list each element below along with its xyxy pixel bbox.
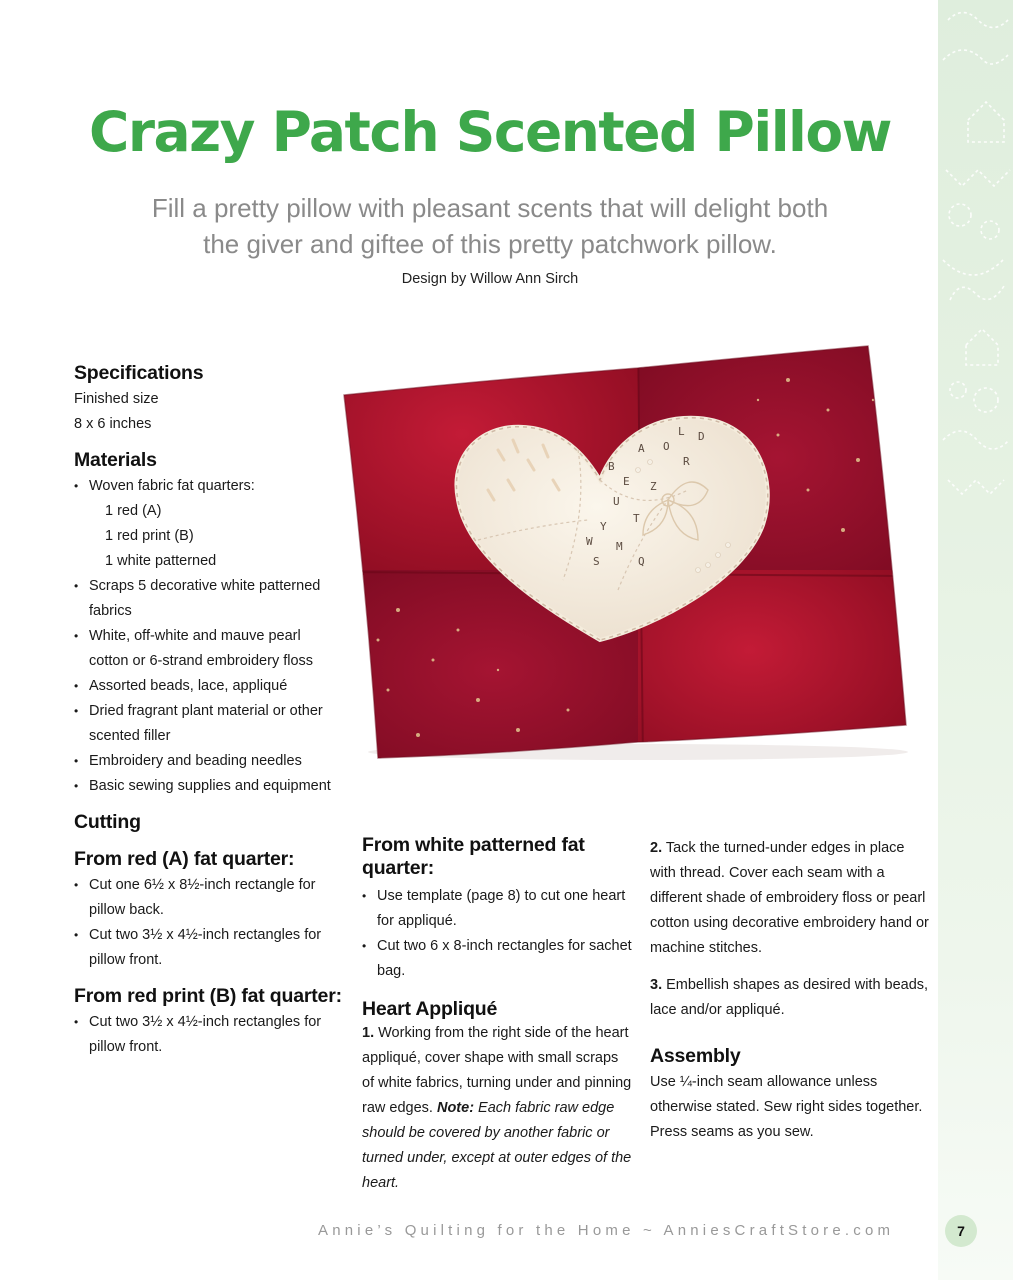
materials-list xyxy=(74,474,344,799)
spec-line: 8 x 6 inches xyxy=(74,416,152,432)
cutting-red-a-list xyxy=(74,873,344,973)
photo-letter: Z xyxy=(650,480,657,493)
photo-letter: Q xyxy=(638,555,645,568)
cutting-red-a-heading: From red (A) fat quarter: xyxy=(74,848,295,870)
photo-letter: B xyxy=(608,460,615,473)
list-item: • Assorted beads, lace, appliqué xyxy=(74,674,344,699)
page-number: 7 xyxy=(945,1215,977,1247)
list-item: • Cut two 3½ x 4½-inch rectangles for pillow front. xyxy=(74,1010,344,1060)
heart-applique-step-2 xyxy=(650,836,930,961)
step-text: Tack the turned-under edges in place with thread. Cover each seam with a different shade of embroidery floss or pearl cotton using decorative embroidery hand or machine stitches. xyxy=(650,840,929,956)
pillow-photo xyxy=(338,340,913,760)
specifications-heading: Specifications xyxy=(74,362,204,384)
cutting-red-b-list xyxy=(74,1010,344,1060)
list-item: • Woven fabric fat quarters: xyxy=(74,474,344,499)
photo-letter: L xyxy=(678,425,685,438)
column-middle xyxy=(362,834,632,1196)
list-item: • Basic sewing supplies and equipment xyxy=(74,774,344,799)
subtitle xyxy=(90,190,890,262)
step-number: 1. xyxy=(362,1025,375,1041)
materials-heading: Materials xyxy=(74,449,157,471)
photo-letter: Y xyxy=(600,520,607,533)
photo-letter: D xyxy=(698,430,705,443)
assembly-text: Use ¼-inch seam allowance unless otherwise stated. Sew right sides together. Press seams as you sew. xyxy=(650,1074,923,1140)
subtitle-line-2: the giver and giftee of this pretty patchwork pillow. xyxy=(203,229,777,259)
note-text: Each fabric raw edge should be covered by another fabric or turned under, except at outer edges of the heart. xyxy=(362,1100,632,1191)
list-item: 1 red print (B) xyxy=(105,528,194,544)
list-item: • Use template (page 8) to cut one heart for appliqué. xyxy=(362,884,632,934)
step-text: Embellish shapes as desired with beads, lace and/or appliqué. xyxy=(650,977,929,1018)
subtitle-line-1: Fill a pretty pillow with pleasant scents that will delight both xyxy=(151,193,829,223)
cutting-heading: Cutting xyxy=(74,811,141,833)
spec-line: Finished size xyxy=(74,391,159,407)
decorative-side-band xyxy=(938,0,1013,1280)
step-number: 2. xyxy=(650,840,663,856)
list-item: 1 red (A) xyxy=(105,503,162,519)
designer-byline: Design by Willow Ann Sirch xyxy=(401,271,579,287)
step-text: Working from the right side of the heart appliqué, cover shape with small scraps of white fabrics, turning under and pinning raw edges. xyxy=(362,1025,632,1116)
cutting-red-b-heading: From red print (B) fat quarter: xyxy=(74,985,342,1007)
heart-applique-step-1 xyxy=(362,1021,632,1196)
assembly-heading: Assembly xyxy=(650,1045,741,1067)
heart-applique-heading: Heart Appliqué xyxy=(362,998,498,1020)
step-number: 3. xyxy=(650,977,663,993)
list-item: • White, off-white and mauve pearl cotton or 6-strand embroidery floss xyxy=(74,624,344,674)
page-title: Crazy Patch Scented Pillow xyxy=(88,100,891,164)
quilting-pattern-icon xyxy=(938,0,1013,520)
photo-letter: U xyxy=(613,495,620,508)
photo-letter: A xyxy=(638,442,645,455)
photo-letter: R xyxy=(683,455,690,468)
list-item: 1 white patterned xyxy=(105,553,217,569)
list-item: • Cut two 3½ x 4½-inch rectangles for pillow front. xyxy=(74,923,344,973)
note-label: Note: xyxy=(436,1100,475,1116)
photo-letter: O xyxy=(663,440,670,453)
column-right xyxy=(650,836,930,1145)
cutting-white-heading: From white patterned fat quarter: xyxy=(362,834,585,879)
list-item: • Scraps 5 decorative white patterned fabrics xyxy=(74,574,344,624)
list-item: • Dried fragrant plant material or other scented filler xyxy=(74,699,344,749)
photo-letter: E xyxy=(623,475,630,488)
column-left xyxy=(74,362,344,1060)
photo-letter: M xyxy=(616,540,623,553)
photo-letter: W xyxy=(586,535,593,548)
photo-letter: S xyxy=(593,555,600,568)
photo-letter: T xyxy=(633,512,640,525)
cutting-white-list xyxy=(362,884,632,984)
list-item: • Cut one 6½ x 8½-inch rectangle for pillow back. xyxy=(74,873,344,923)
list-item: • Embroidery and beading needles xyxy=(74,749,344,774)
page-footer: Annie’s Quilting for the Home ~ AnniesCraftStore.com xyxy=(318,1222,895,1239)
heart-applique-step-3 xyxy=(650,973,930,1023)
list-item: • Cut two 6 x 8-inch rectangles for sachet bag. xyxy=(362,934,632,984)
